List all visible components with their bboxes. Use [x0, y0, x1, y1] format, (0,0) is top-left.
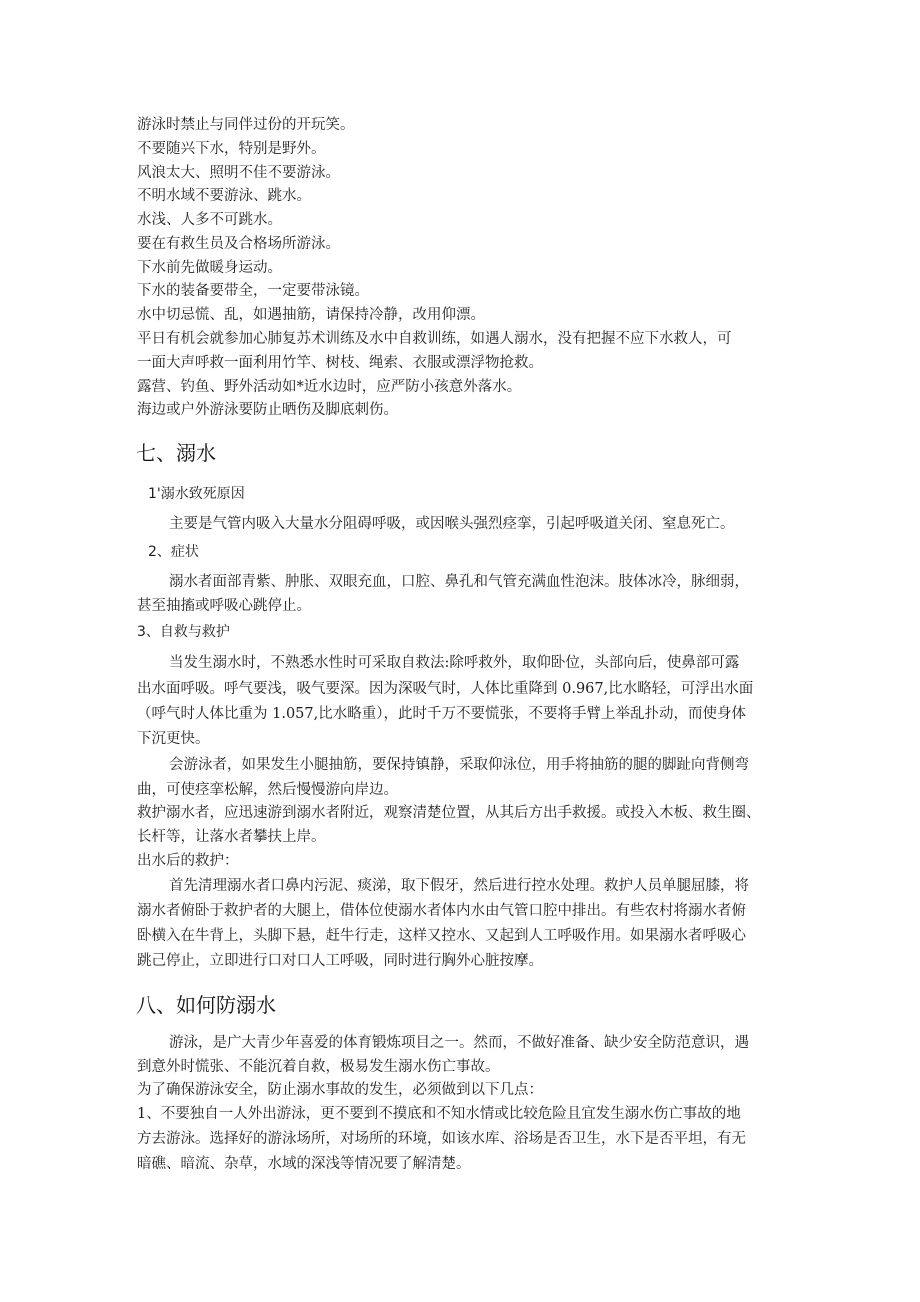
paragraph-line: 救护溺水者，应迅速游到溺水者附近，观察清楚位置，从其后方出手救援。或投入木板、救生圈、: [137, 805, 761, 821]
paragraph-line: 当发生溺水时，不熟悉水性时可采取自救法:除呼救外，取仰卧位，头部向后，使鼻部可露: [169, 655, 740, 671]
paragraph-line: （呼气时人体比重为 1.057,比水略重），此时千万不要慌张，不要将手臂上举乱扑动，而使身体: [137, 706, 746, 722]
paragraph-line: 曲，可使痉挛松解，然后慢慢游向岸边。: [137, 782, 398, 798]
paragraph-line: 溺水者面部青紫、肿胀、双眼充血，口腔、鼻孔和气管充满血性泡沫。肢体冰冷，脉细弱，: [169, 574, 749, 590]
safety-tip: 下水前先做暖身运动。: [137, 260, 282, 276]
safety-tip: 水中切忌慌、乱，如遇抽筋，请保持冷静，改用仰漂。: [137, 307, 485, 323]
paragraph-line: 跳己停止，立即进行口对口人工呼吸，同时进行胸外心脏按摩。: [137, 953, 543, 969]
paragraph-line: 方去游泳。选择好的游泳场所，对场所的环境，如该水库、浴场是否卫生，水下是否平坦，有无: [137, 1131, 746, 1147]
paragraph: 主要是气管内吸入大量水分阻碍呼吸，或因喉头强烈痉挛，引起呼吸道关闭、窒息死亡。: [169, 516, 735, 532]
safety-tip: 游泳时禁止与同伴过份的开玩笑。: [137, 117, 355, 133]
subheading-self-rescue: 3、自救与救护: [137, 624, 230, 640]
section-heading-drowning: 七、溺水: [136, 441, 216, 465]
safety-tip: 不明水域不要游泳、跳水。: [137, 188, 311, 204]
safety-tip: 一面大声呼救一面利用竹竿、树枝、绳索、衣服或漂浮物抢救。: [137, 355, 543, 371]
paragraph-line: 首先清理溺水者口鼻内污泥、痰涕，取下假牙，然后进行控水处理。救护人员单腿屈膝，将: [169, 878, 749, 894]
safety-tip: 要在有救生员及合格场所游泳。: [137, 236, 340, 252]
paragraph-line: 溺水者俯卧于救护者的大腿上，借体位使溺水者体内水由气管口腔中排出。有些农村将溺水者俯: [137, 903, 746, 919]
paragraph-line: 暗礁、暗流、杂草，水域的深浅等情况要了解清楚。: [137, 1156, 471, 1172]
safety-tip: 海边或户外游泳要防止晒伤及脚底刺伤。: [137, 402, 398, 418]
paragraph-line: 下沉更快。: [137, 731, 210, 747]
paragraph-line: 1、不要独自一人外出游泳，更不要到不摸底和不知水情或比较危险且宜发生溺水伤亡事故的地: [137, 1106, 741, 1122]
paragraph-line: 会游泳者，如果发生小腿抽筋，要保持镇静，采取仰泳位，用手将抽筋的腿的脚趾向背侧弯: [169, 757, 749, 773]
section-heading-prevention: 八、如何防溺水: [136, 993, 276, 1017]
safety-tip: 风浪太大、照明不佳不要游泳。: [137, 165, 340, 181]
paragraph-line: 长杆等，让落水者攀扶上岸。: [137, 829, 326, 845]
paragraph-line: 为了确保游泳安全，防止溺水事故的发生，必须做到以下几点：: [137, 1082, 543, 1098]
paragraph-line: 到意外时慌张、不能沉着自救，极易发生溺水伤亡事故。: [137, 1059, 500, 1075]
subheading-symptoms: 2、症状: [148, 544, 199, 560]
paragraph-line: 游泳，是广大青少年喜爱的体育锻炼项目之一。然而，不做好准备、缺少安全防范意识，遇: [169, 1035, 749, 1051]
paragraph-line: 出水后的救护：: [137, 853, 239, 869]
paragraph-line: 甚至抽搐或呼吸心跳停止。: [137, 598, 311, 614]
paragraph-line: 卧横入在牛背上，头脚下悬，赶牛行走，这样又控水、又起到人工呼吸作用。如果溺水者呼吸心: [137, 928, 746, 944]
safety-tip: 不要随兴下水，特别是野外。: [137, 141, 326, 157]
safety-tip: 露营、钓鱼、野外活动如*近水边时，应严防小孩意外落水。: [137, 379, 522, 395]
safety-tip: 平日有机会就参加心肺复苏术训练及水中自救训练，如遇人溺水，没有把握不应下水救人，可: [137, 331, 732, 347]
paragraph-line: 出水面呼吸。呼气要浅，吸气要深。因为深吸气时，人体比重降到 0.967,比水略轻，可浮出水面: [137, 681, 754, 697]
safety-tip: 水浅、人多不可跳水。: [137, 212, 282, 228]
safety-tip: 下水的装备要带全，一定要带泳镜。: [137, 283, 369, 299]
subheading-cause: 1'溺水致死原因: [148, 486, 245, 502]
